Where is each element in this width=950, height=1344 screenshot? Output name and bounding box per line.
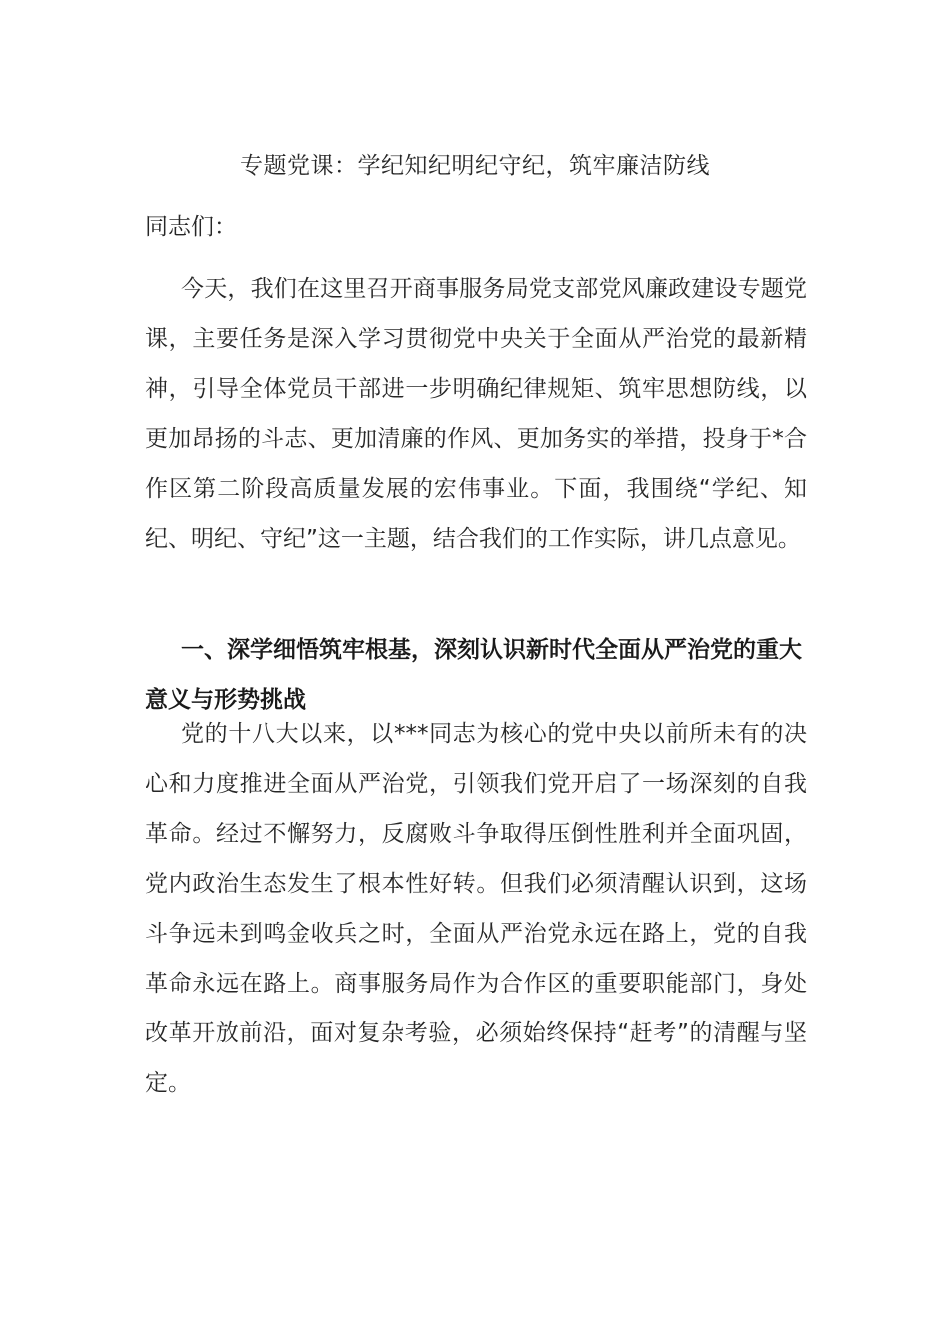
document-title: 专题党课：学纪知纪明纪守纪，筑牢廉洁防线 (240, 153, 710, 179)
salutation: 同志们： (145, 214, 237, 240)
section-heading-1: 一、深学细悟筑牢根基，深刻认识新时代全面从严治党的重大意义与形势挑战 (145, 637, 802, 713)
body-paragraph-intro: 今天，我们在这里召开商事服务局党支部党风廉政建设专题党课，主要任务是深入学习贯彻党中央关于全面从严治党的最新精神，引导全体党员干部进一步明确纪律规矩、筑牢思想防线，以更加昂扬的斗志、更加清廉的作风、更加务实的举措，投身于*合作区第二阶段高质量发展的宏伟事业。下面，我围绕“学纪、知纪、明纪、守纪”这一主题，结合我们的工作实际，讲几点意见。 (145, 276, 807, 552)
body-paragraph-section-1: 党的十八大以来，以***同志为核心的党中央以前所未有的决心和力度推进全面从严治党，引领我们党开启了一场深刻的自我革命。经过不懈努力，反腐败斗争取得压倒性胜利并全面巩固，党内政治生态发生了根本性好转。但我们必须清醒认识到，这场斗争远未到鸣金收兵之时，全面从严治党永远在路上，党的自我革命永远在路上。商事服务局作为合作区的重要职能部门，身处改革开放前沿，面对复杂考验，必须始终保持“赶考”的清醒与坚定。 (145, 721, 807, 1097)
